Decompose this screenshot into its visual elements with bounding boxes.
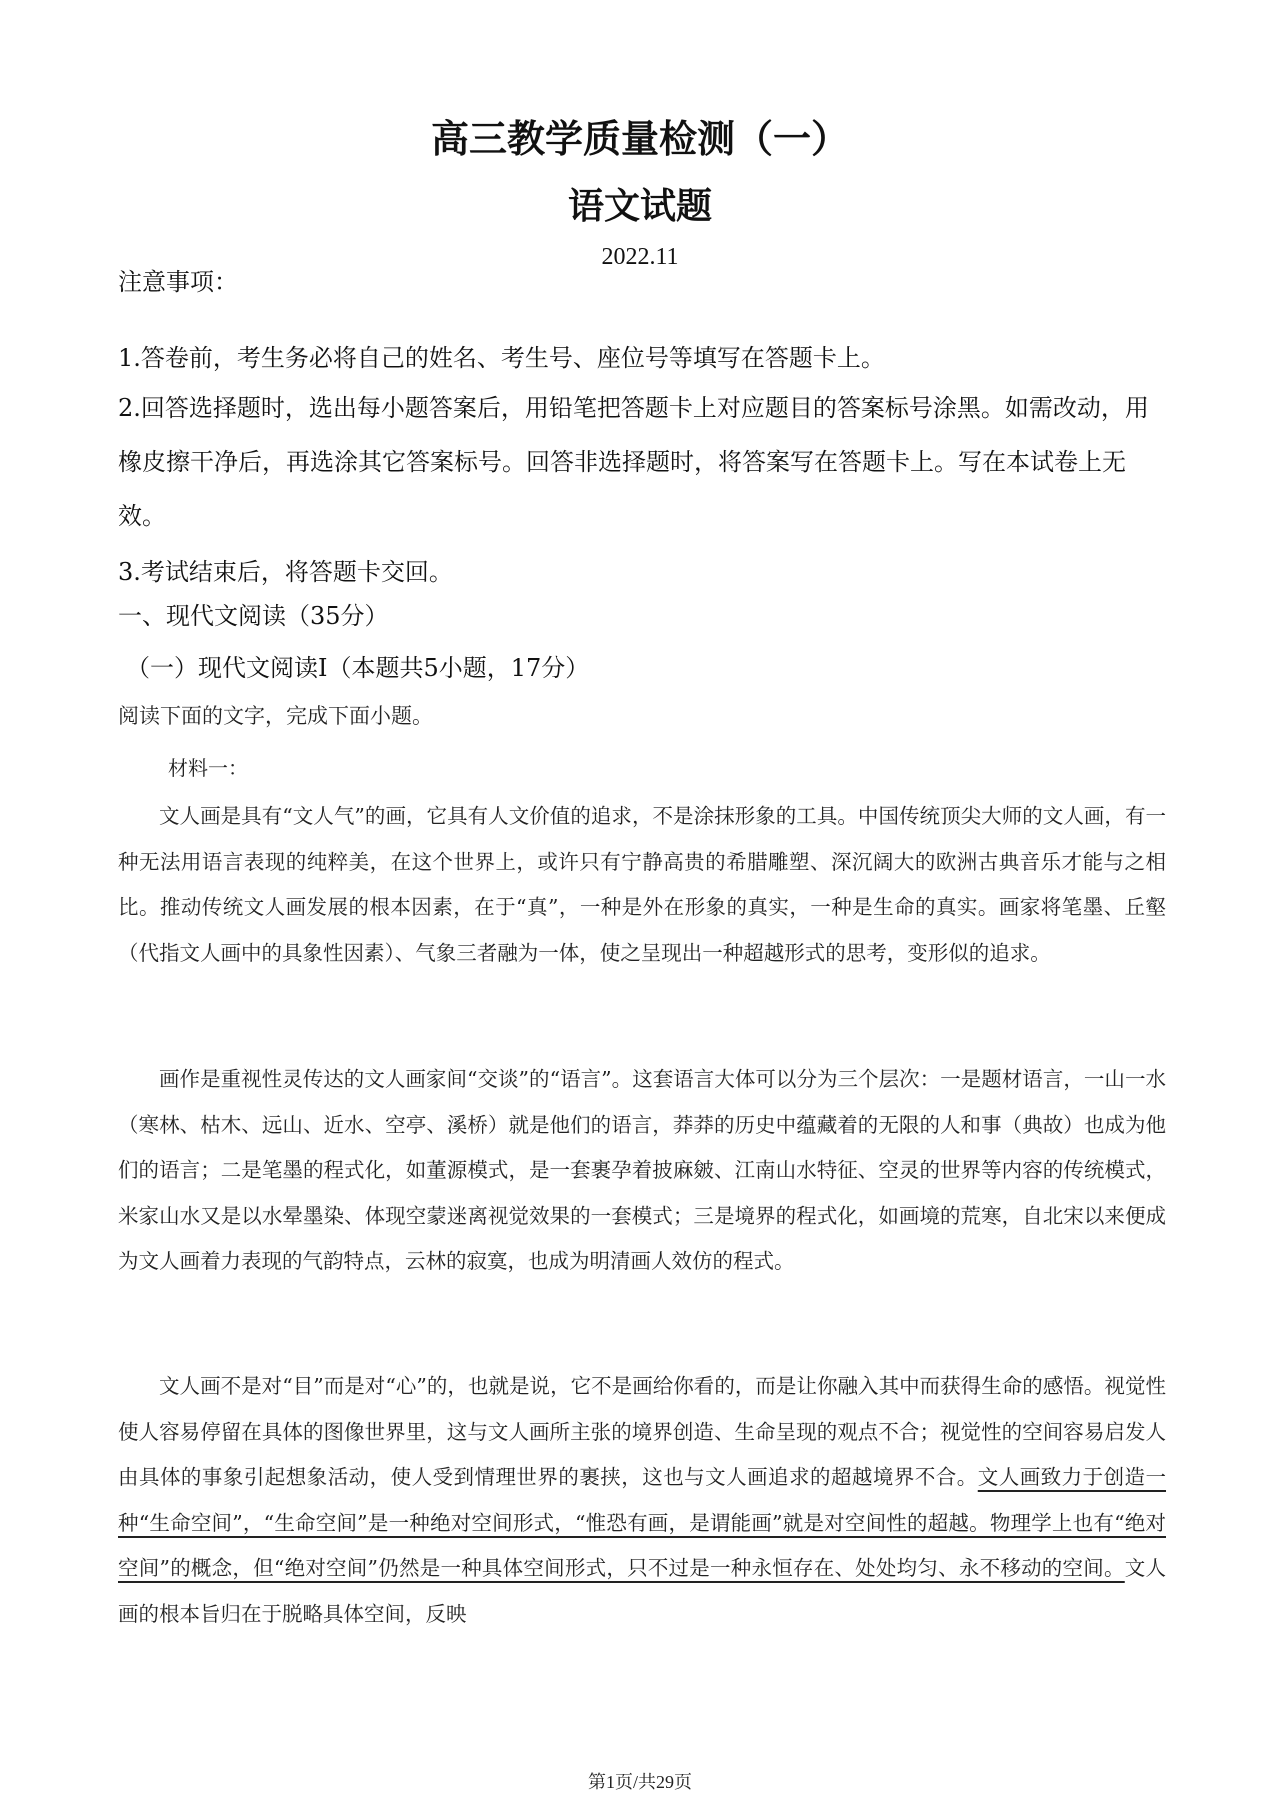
notice-item: 3.考试结束后，将答题卡交回。 [118,558,453,586]
notice-item: 1.答卷前，考生务必将自己的姓名、考生号、座位号等填写在答题卡上。 [118,344,885,372]
passage-text: 文人画不是对“目”而是对“心”的，也就是说，它不是画给你看的，而是让你融入其中而获得生命的感悟。视觉性使人容易停留在具体的图像世界里，这与文人画所主张的境界创造、生命呈现的观点不合；视觉性的空间容易启发人由具体的事象引起想象活动，使人受到情理世界的裹挟，这也与文人画追求的超越境界不合。 [118,1374,1166,1489]
material-label: 材料一： [168,756,248,780]
exam-date: 2022.11 [601,244,679,270]
section-title: 一、现代文阅读（35分） [118,602,389,630]
notice-heading: 注意事项： [118,268,238,296]
exam-subject: 语文试题 [567,185,712,227]
passage-paragraph: 画作是重视性灵传达的文人画家间“交谈”的“语言”。这套语言大体可以分为三个层次：一是题材语言，一山一水（寒林、枯木、远山、近水、空亭、溪桥）就是他们的语言，莽莽的历史中蕴藏着的无限的人和事（典故）也成为他们的语言；二是笔墨的程式化，如董源模式，是一套裹孕着披麻皴、江南山水特征、空灵的世界等内容的传统模式，米家山水又是以水晕墨染、体现空蒙迷离视觉效果的一套模式；三是境界的程式化，如画境的荒寒，自北宋以来便成为文人画着力表现的气韵特点，云林的寂寞，也成为明清画人效仿的程式。 [118,1067,1166,1273]
underlined-passage-text: 文人画致力于创造一种“生命空间”，“生命空间”是一种绝对空间形式，“惟恐有画，是谓能画”就是对空间性的超越。物理学上也有“绝对空间”的概念，但“绝对空间”仍然是一种具体空间形式，只不过是一种永恒存在、处处均匀、永不移动的空间。 [118,1465,1167,1580]
passage-text: 文人画的根本旨归在于脱略具体空间，反映 [118,1556,1166,1626]
reading-instruction: 阅读下面的文字，完成下面小题。 [118,704,433,728]
section-subtitle: （一）现代文阅读Ⅰ（本题共5小题，17分） [126,654,590,682]
page-number: 第1页/共29页 [587,1772,692,1792]
passage-paragraph [118,1364,1166,1637]
notice-item: 2.回答选择题时，选出每小题答案后，用铅笔把答题卡上对应题目的答案标号涂黑。如需改动，用橡皮擦干净后，再选涂其它答案标号。回答非选择题时，将答案写在答题卡上。写在本试卷上无效。 [118,394,1149,530]
exam-title: 高三教学质量检测（一） [430,116,849,161]
passage-paragraph: 文人画是具有“文人气”的画，它具有人文价值的追求，不是涂抹形象的工具。中国传统顶尖大师的文人画，有一种无法用语言表现的纯粹美，在这个世界上，或许只有宁静高贵的希腊雕塑、深沉阔大的欧洲古典音乐才能与之相比。推动传统文人画发展的根本因素，在于“真”，一种是外在形象的真实，一种是生命的真实。画家将笔墨、丘壑（代指文人画中的具象性因素）、气象三者融为一体，使之呈现出一种超越形式的思考，变形似的追求。 [118,804,1166,965]
